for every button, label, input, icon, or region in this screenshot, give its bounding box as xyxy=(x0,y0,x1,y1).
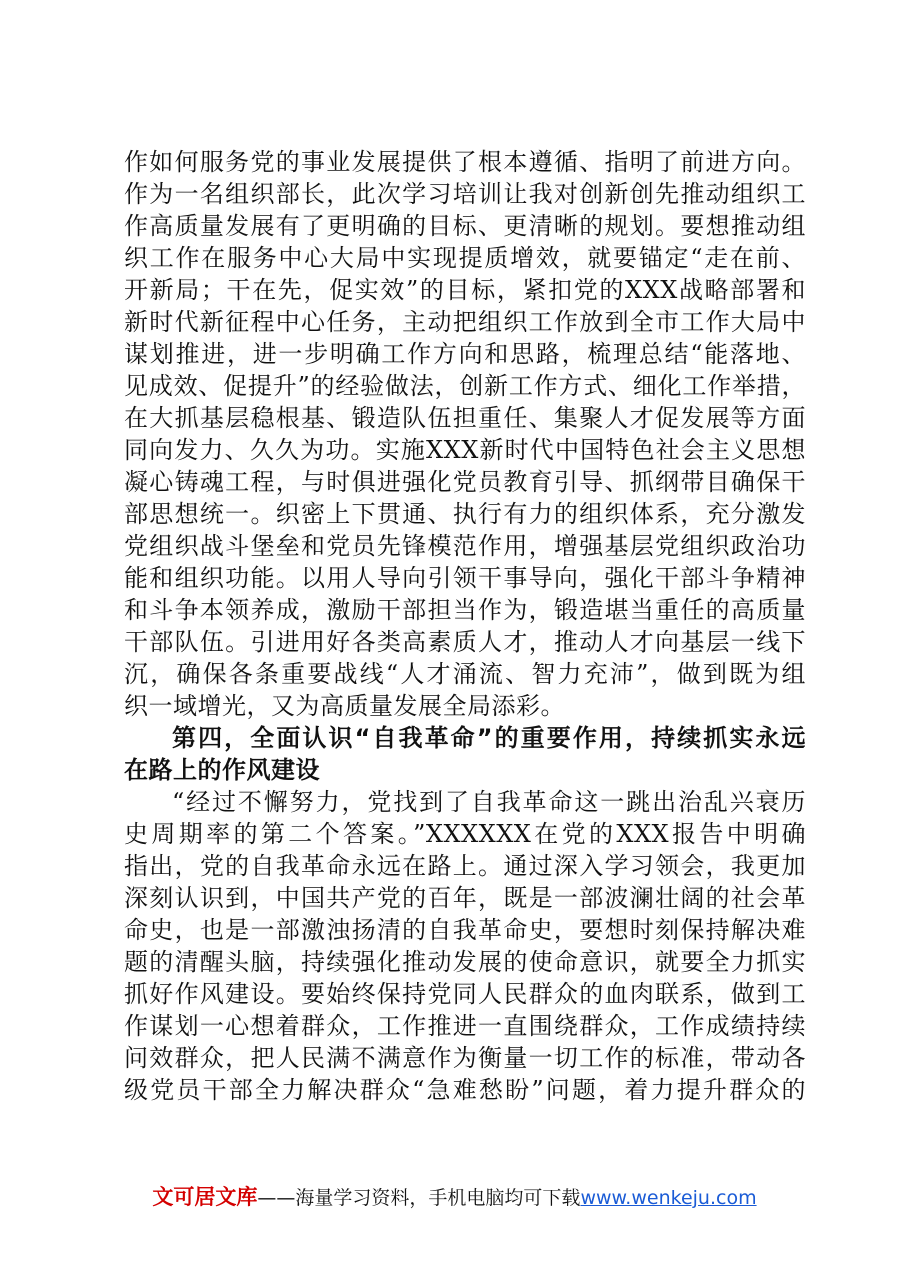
body-line: 抓好作风建设。要始终保持党同人民群众的血肉联系，做到工 xyxy=(124,980,806,1008)
page-footer xyxy=(0,1183,909,1212)
body-line: 史周期率的第二个答案。”XXXXXX在党的XXX报告中明确 xyxy=(124,820,806,848)
body-line: 问效群众，把人民满不满意作为衡量一切工作的标准，带动各 xyxy=(124,1044,806,1072)
section-heading: 第四，全面认识“自我革命”的重要作用，持续抓实永远 xyxy=(172,724,806,752)
body-line: 部思想统一。织密上下贯通、执行有力的组织体系，充分激发 xyxy=(124,500,806,528)
footer-tagline: ——海量学习资料，手机电脑均可下载 xyxy=(257,1187,581,1209)
section-heading: 在路上的作风建设 xyxy=(124,756,320,784)
body-line: 沉，确保各条重要战线“人才涌流、智力充沛”，做到既为组 xyxy=(124,660,806,688)
body-line: 在大抓基层稳根基、锻造队伍担重任、集聚人才促发展等方面 xyxy=(124,404,806,432)
body-line: 开新局；干在先，促实效”的目标，紧扣党的XXX战略部署和 xyxy=(124,276,806,304)
body-line: 党组织战斗堡垒和党员先锋模范作用，增强基层党组织政治功 xyxy=(124,532,806,560)
body-line: 能和组织功能。以用人导向引领干事导向，强化干部斗争精神 xyxy=(124,564,806,592)
body-line: 凝心铸魂工程，与时俱进强化党员教育引导、抓纲带目确保干 xyxy=(124,468,806,496)
body-line: 深刻认识到，中国共产党的百年，既是一部波澜壮阔的社会革 xyxy=(124,884,806,912)
body-line: 级党员干部全力解决群众“急难愁盼”问题，着力提升群众的 xyxy=(124,1076,806,1104)
body-line: 题的清醒头脑，持续强化推动发展的使命意识，就要全力抓实 xyxy=(124,948,806,976)
body-line: 见成效、促提升”的经验做法，创新工作方式、细化工作举措， xyxy=(124,372,806,400)
body-line: 指出，党的自我革命永远在路上。通过深入学习领会，我更加 xyxy=(124,852,806,880)
document-body xyxy=(124,146,806,1106)
footer-brand: 文可居文库 xyxy=(152,1185,258,1209)
body-line: 干部队伍。引进用好各类高素质人才，推动人才向基层一线下 xyxy=(124,628,806,656)
body-line: “经过不懈努力，党找到了自我革命这一跳出治乱兴衰历 xyxy=(172,788,806,816)
body-line: 命史，也是一部激浊扬清的自我革命史，要想时刻保持解决难 xyxy=(124,916,806,944)
body-line: 作谋划一心想着群众，工作推进一直围绕群众，工作成绩持续 xyxy=(124,1012,806,1040)
body-line: 谋划推进，进一步明确工作方向和思路，梳理总结“能落地、 xyxy=(124,340,806,368)
body-line: 作为一名组织部长，此次学习培训让我对创新创先推动组织工 xyxy=(124,180,806,208)
body-line: 作如何服务党的事业发展提供了根本遵循、指明了前进方向。 xyxy=(124,148,806,176)
body-line: 作高质量发展有了更明确的目标、更清晰的规划。要想推动组 xyxy=(124,212,806,240)
body-line: 织工作在服务中心大局中实现提质增效，就要锚定“走在前、 xyxy=(124,244,806,272)
body-line: 同向发力、久久为功。实施XXX新时代中国特色社会主义思想 xyxy=(124,436,806,464)
footer-link[interactable]: www.wenkeju.com xyxy=(580,1187,757,1209)
body-line: 和斗争本领养成，激励干部担当作为，锻造堪当重任的高质量 xyxy=(124,596,806,624)
body-line: 新时代新征程中心任务，主动把组织工作放到全市工作大局中 xyxy=(124,308,806,336)
body-line: 织一域增光，又为高质量发展全局添彩。 xyxy=(124,692,565,720)
